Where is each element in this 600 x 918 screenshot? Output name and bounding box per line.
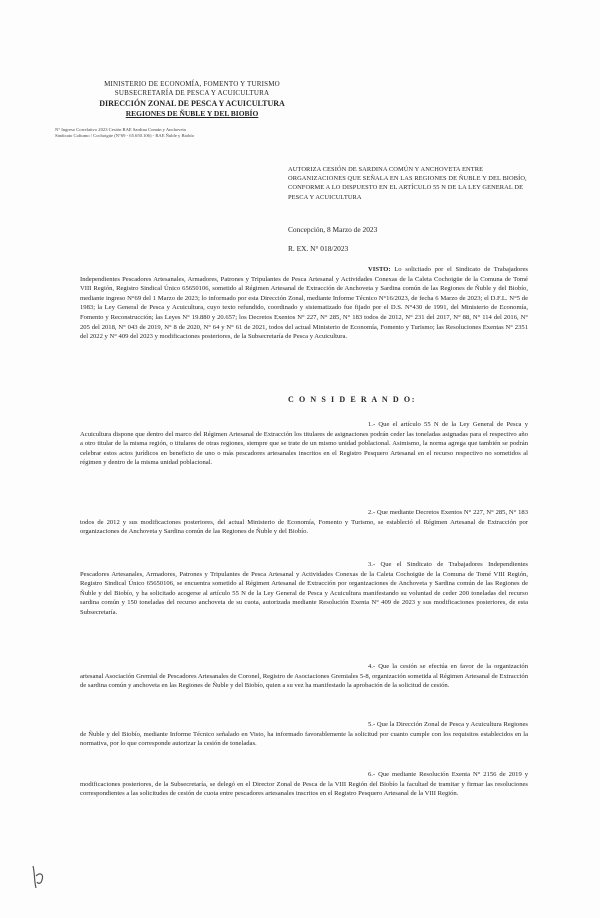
- considerando-item: [80, 770, 528, 799]
- letterhead: [72, 80, 312, 119]
- considerando-title: C O N S I D E R A N D O:: [288, 395, 416, 404]
- considerando-text: 4.- Que la cesión se efectúa en favor de la organización artesanal Asociación Gremial de Pescadores Artesanales de Coronel, Registro de Asociaciones Gremiales 5-8, organización sometida al Régimen Artesanal de Extracción de sardina común y anchoveta en las Regiones de Ñuble y del Biobío, quien a su vez ha manifestado la aprobación de la solicitud de cesión.: [80, 663, 528, 690]
- visto-label: VISTO:: [368, 266, 391, 273]
- visto-section: [80, 265, 528, 342]
- considerando-item: [80, 720, 528, 749]
- resolution-subject: AUTORIZA CESIÓN DE SARDINA COMÚN Y ANCHOVETA ENTRE ORGANIZACIONES QUE SEÑALA EN LAS REGIONES DE ÑUBLE Y DEL BIOBÍO, CONFORME A LO DISPUESTO EN EL ARTÍCULO 55 N DE LA LEY GENERAL DE PESCA Y ACUICULTURA: [288, 166, 527, 201]
- considerando-text: 1.- Que el artículo 55 N de la Ley General de Pesca y Acuicultura dispone que dentro del marco del Régimen Artesanal de Extracción los titulares de asignaciones podrán ceder las toneladas asignadas para el respectivo año a otro titular de la misma región, o titulares de otras regiones, siempre que se trate de un mismo unidad poblacional. Asimismo, la norma agrega que también se podrán celebrar estos actos jurídicos en beneficio de uno o más pescadores artesanales inscritos en el Registro Pesquero Artesanal en el recurso respectivo no sometidos al régimen y dentro de la misma unidad poblacional.: [80, 421, 528, 467]
- handwritten-initials-icon: [30, 862, 48, 890]
- considerando-item: [80, 560, 528, 618]
- office-name: DIRECCIÓN ZONAL DE PESCA Y ACUICULTURA: [99, 99, 285, 108]
- resolution-date: Concepción, 8 Marzo de 2023: [288, 225, 378, 234]
- file-reference: [55, 127, 305, 139]
- considerando-text: 2.- Que mediante Decretos Exentos N° 227, N° 285, N° 183 todos de 2012 y sus modificaciones posteriores, del actual Ministerio de Economía, Fomento y Turismo, se estableció el Régimen Artesanal de Extracción por organizaciones de Anchoveta y Sardina común de las Regiones de Ñuble y del Biobío.: [80, 509, 528, 536]
- file-reference-line-2: Sindicato Coliumo / Cochoigüe (N°69 - 65.650.106) - RAE Ñuble y Biobío: [55, 133, 195, 138]
- considerando-item: [80, 420, 528, 468]
- ministry-name: MINISTERIO DE ECONOMÍA, FOMENTO Y TURISMO: [104, 80, 280, 88]
- undersecretariat-name: SUBSECRETARÍA DE PESCA Y ACUICULTURA: [114, 89, 270, 97]
- considerando-text: 6.- Que mediante Resolución Exenta N° 2156 de 2019 y modificaciones posteriores, de la Subsecretaría, se delegó en el Director Zonal de Pesca de la VIII Región del Biobío la facultad de tramitar y firmar las resoluciones correspondientes a las solicitudes de cesión de cuota entre pescadores artesanales inscritos en el Registro Pesquero Artesanal de la VIII Región.: [80, 771, 528, 798]
- region-name: REGIONES DE ÑUBLE Y DEL BIOBÍO: [125, 109, 259, 118]
- resolution-number: R. EX. N° 018/2023: [288, 244, 349, 253]
- visto-text: Lo solicitado por el Sindicato de Trabajadores Independientes Pescadores Artesanales, Armadores, Patrones y Tripulantes de Pesca Artesanal y Actividades Conexas de la Caleta Cochoigüe de la Comuna de Tomé VIII Región, Registro Sindical Único 65650106, sometido al Régimen Artesanal de Extracción de Anchoveta y Sardina común de las Regiones de Ñuble y del Biobío, mediante ingreso N°69 del 1 Marzo de 2023; lo informado por esta Dirección Zonal, mediante Informe Técnico N°16/2023, de fecha 6 Marzo de 2023; el D.F.L. N°5 de 1983; la Ley General de Pesca y Acuicultura, cuyo texto refundido, coordinado y sistematizado fue fijado por el D.S. N°430 de 1991, del Ministerio de Economía, Fomento y Reconstrucción; las Leyes N° 19.880 y 20.657; los Decretos Exentos N° 227, N° 285, N° 183 todos de 2012, N° 231 del 2017, N° 88, N° 114 del 2016, N° 205 del 2018, N° 043 de 2019, N° 8 de 2020, N° 64 y N° 61 de 2021, todos del actual Ministerio de Economía, Fomento y Turismo; las Resoluciones Exentas N° 2351 del 2022 y N° 409 del 2023 y modificaciones posteriores, de la Subsecretaría de Pesca y Acuicultura.: [80, 266, 528, 341]
- considerando-text: 5.- Que la Dirección Zonal de Pesca y Acuicultura Regiones de Ñuble y del Biobío, mediante Informe Técnico señalado en Visto, ha informado favorablemente la solicitud por cuanto cumple con los requisitos establecidos en la normativa, por lo que corresponde autorizar la cesión de toneladas.: [80, 721, 528, 748]
- considerando-item: [80, 508, 528, 537]
- considerando-text: 3.- Que el Sindicato de Trabajadores Independientes Pescadores Artesanales, Armadores, Patrones y Tripulantes de Pesca Artesanal y Actividades Conexas de la Caleta Cochoigüe de la Comuna de Tomé VIII Región, Registro Sindical Único 65650106, se encuentra sometido al Régimen Artesanal de Extracción por organizaciones de Anchoveta y Sardina común de las Regiones de Ñuble y del Biobío, y ha solicitado acogerse al artículo 55 N de la Ley General de Pesca y Acuicultura manifestando su voluntad de ceder 200 toneladas del recurso sardina común y 150 toneladas del recurso anchoveta de su cuota, autorizada mediante Resolución Exenta N° 409 de 2023 y sus modificaciones posteriores, de esta Subsecretaría.: [80, 561, 528, 616]
- considerando-item: [80, 662, 528, 691]
- file-reference-line-1: N° Ingreso Correlativo 2023 Cesión RAE Sardina Común y Anchoveta: [55, 127, 186, 132]
